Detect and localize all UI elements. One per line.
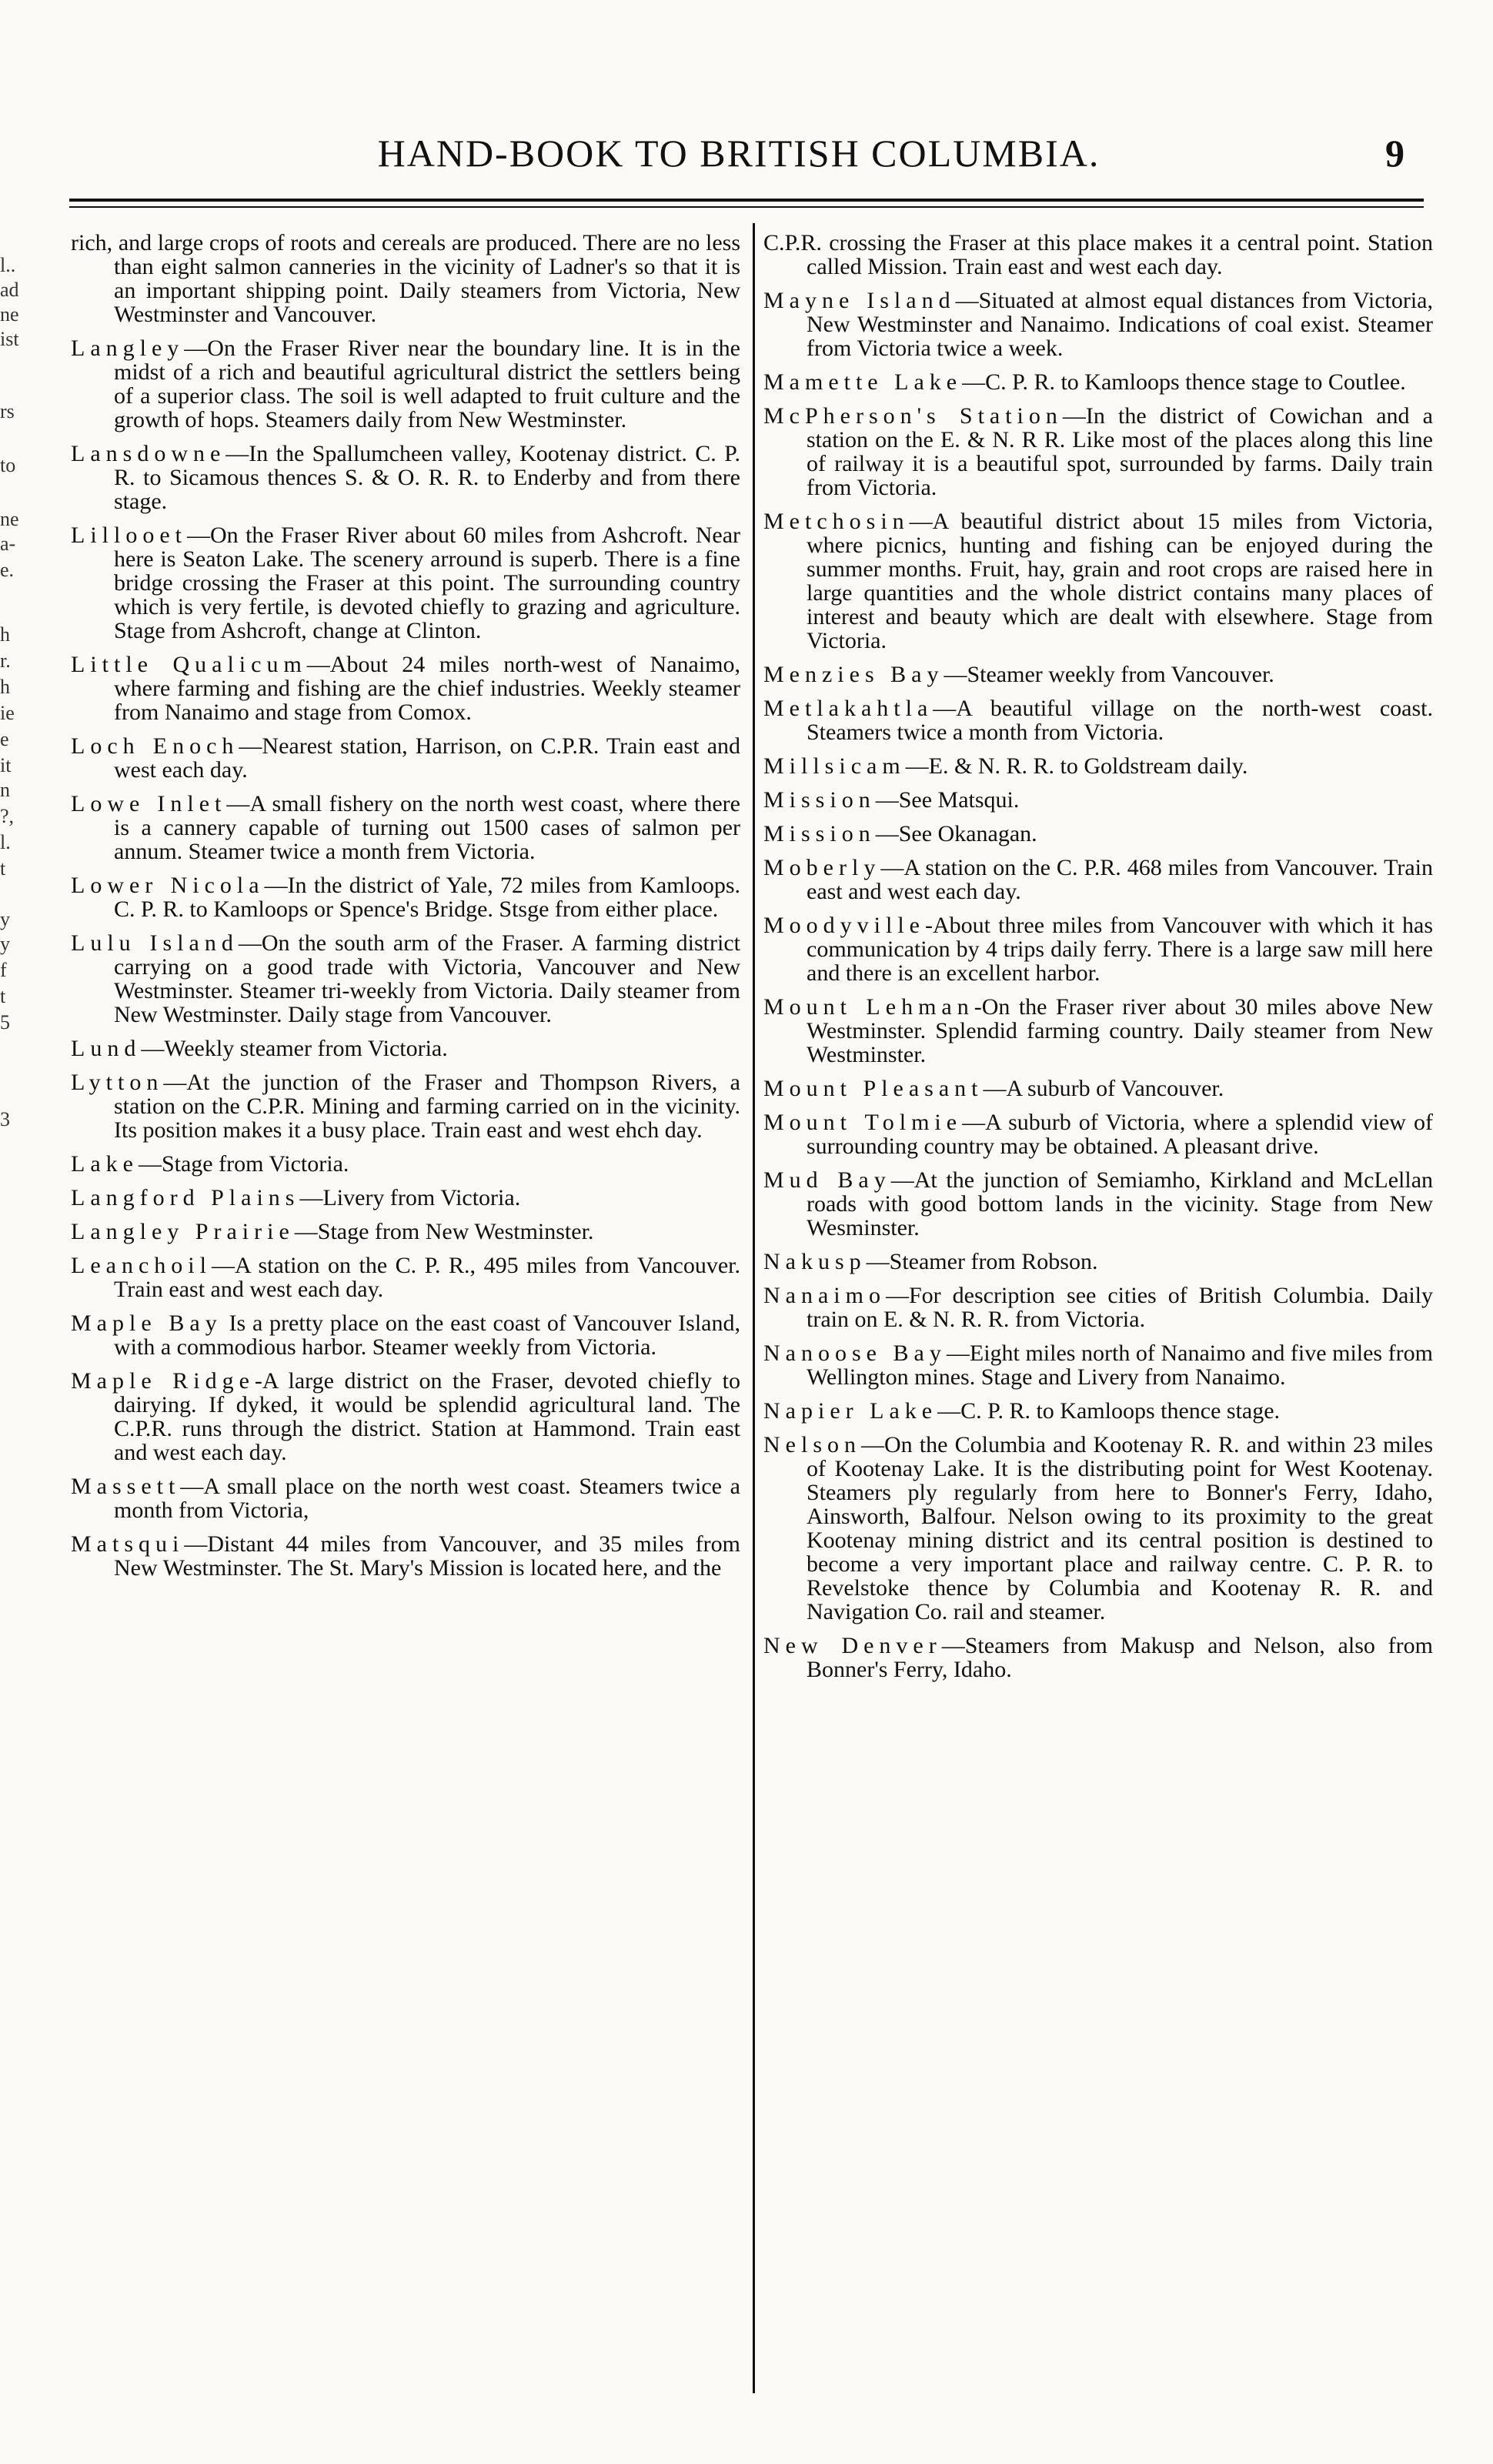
margin-fragment: ad — [0, 279, 19, 301]
margin-fragment: f — [0, 959, 7, 981]
gazetteer-entry — [763, 1250, 1433, 1274]
place-name: Maple Ridge — [71, 1368, 255, 1394]
gazetteer-entry — [71, 231, 740, 326]
margin-fragment: l.. — [0, 254, 16, 276]
place-name: Massett — [71, 1474, 181, 1499]
entry-text: —C. P. R. to Kamloops thence stage. — [937, 1398, 1281, 1424]
place-name: Mission — [763, 821, 876, 846]
place-name: Nanoose Bay — [763, 1341, 947, 1366]
place-name: Metlakahtla — [763, 696, 934, 721]
place-name: Mayne Island — [763, 288, 956, 313]
entry-text: —A beautiful district about 15 miles from Victoria, where picnics, hunting and fishing can be enjoyed during the summer months. Fruit, hay, grain and root crops are raised here in large quantities and the whole district contains many places of interest and beauty which are dealt with elsewhere. Stage from Victoria. — [807, 509, 1433, 653]
entry-text: —Nearest station, Harrison, on C.P.R. Train east and west each day. — [114, 733, 741, 783]
entry-text: —Weekly steamer from Victoria. — [141, 1036, 448, 1061]
entry-text: —A suburb of Victoria, where a splendid view of surrounding country may be obtained. A pleasant drive. — [807, 1110, 1433, 1159]
gazetteer-entry — [763, 1341, 1433, 1389]
gazetteer-entry — [71, 1220, 740, 1244]
entry-text: —On the Fraser River about 60 miles from Ashcroft. Near here is Seaton Lake. The scenery arround is superb. There is a fine bridge crossing the Fraser at this point. The surrounding country which is very fertile, is devoted chiefly to grazing and agriculture. Stage from Ashcroft, change at Clinton. — [114, 523, 740, 643]
margin-fragment: h — [0, 676, 10, 698]
gazetteer-entry — [763, 289, 1433, 360]
place-name: Nakusp — [763, 1249, 867, 1274]
margin-fragment: t — [0, 857, 6, 880]
entry-text: -A large district on the Fraser, devoted chiefly to dairying. If dyked, it would be splendid agricultural land. The C.P.R. runs through the district. Station at Hammond. Train east and west each day. — [114, 1368, 740, 1465]
gazetteer-entry — [71, 1311, 740, 1359]
place-name: McPherson's Station — [763, 403, 1063, 429]
page-number: 9 — [1385, 132, 1404, 175]
entry-text: -About three miles from Vancouver with which it has communication by 4 trips daily ferry. There is a large saw mill here and there is an excellent harbor. — [807, 913, 1433, 986]
gazetteer-entry — [763, 754, 1433, 778]
gazetteer-entry — [71, 653, 740, 724]
entry-text: —Stage from Victoria. — [138, 1151, 349, 1177]
gazetteer-entry — [71, 1152, 740, 1176]
place-name: Maple Bay — [71, 1310, 222, 1336]
entry-text: —Livery from Victoria. — [299, 1185, 521, 1210]
gazetteer-entry — [763, 1284, 1433, 1331]
place-name: Lytton — [71, 1070, 164, 1095]
gazetteer-entry — [71, 1254, 740, 1301]
entry-text: —See Okanagan. — [875, 821, 1037, 846]
margin-fragment: ?, — [0, 805, 15, 827]
place-name: Loch Enoch — [71, 733, 239, 759]
margin-fragment: ne — [0, 508, 19, 530]
place-name: Napier Lake — [763, 1398, 938, 1424]
entry-text: —A beautiful village on the north-west coast. Steamers twice a month from Victoria. — [807, 696, 1433, 745]
entry-text: —On the south arm of the Fraser. A farming district carrying on a good trade with Victoria, Vancouver and New Westminster. Steamer tri-weekly from Victoria. Daily steamer from New Westminster. Daily stage from Vancouver. — [114, 930, 740, 1027]
place-name: Moberly — [763, 855, 881, 880]
entry-text: —For description see cities of British Columbia. Daily train on E. & N. R. R. from Victoria. — [807, 1283, 1433, 1332]
gazetteer-entry — [763, 231, 1433, 279]
entry-text: —In the Spallumcheen valley, Kootenay district. C. P. R. to Sicamous thences S. & O. R. R. to Enderby and from there stage. — [114, 441, 740, 514]
margin-fragment: y — [0, 933, 10, 955]
gazetteer-entry — [71, 792, 740, 863]
margin-fragment: 5 — [0, 1011, 10, 1033]
entry-text: —Steamers from Makusp and Nelson, also from Bonner's Ferry, Idaho. — [807, 1633, 1433, 1682]
entry-text: —A station on the C. P. R., 495 miles from Vancouver. Train east and west each day. — [114, 1253, 740, 1302]
margin-fragment: it — [0, 754, 12, 776]
page-header — [0, 131, 1493, 185]
place-name: Nanaimo — [763, 1283, 886, 1308]
margin-fragment: a- — [0, 533, 16, 555]
entry-text: —See Matsqui. — [875, 787, 1020, 813]
margin-fragment: ne — [0, 303, 19, 326]
gazetteer-entry — [763, 1077, 1433, 1100]
place-name: Mission — [763, 787, 876, 813]
entry-text: —Situated at almost equal distances from Victoria, New Westminster and Nanaimo. Indications of coal exist. Steamer from Victoria twice a week. — [807, 288, 1433, 361]
gazetteer-entry — [763, 856, 1433, 903]
place-name: Lulu Island — [71, 930, 239, 956]
margin-fragment: n — [0, 779, 10, 801]
margin-fragment: ist — [0, 328, 19, 350]
gazetteer-entry — [71, 442, 740, 513]
entry-text: —E. & N. R. R. to Goldstream daily. — [905, 753, 1248, 779]
gazetteer-entry — [71, 734, 740, 782]
place-name: Lowe Inlet — [71, 791, 227, 816]
entry-text: Is a pretty place on the east coast of Vancouver Island, with a commodious harbor. Steamer weekly from Victoria. — [114, 1310, 740, 1360]
gazetteer-entry — [71, 523, 740, 643]
gazetteer-entry — [763, 1433, 1433, 1624]
place-name: Moodyville — [763, 913, 925, 938]
gazetteer-entry — [71, 931, 740, 1027]
margin-fragment: r. — [0, 649, 11, 672]
entry-text: —Steamer weekly from Vancouver. — [944, 662, 1274, 687]
place-name: Langley Prairie — [71, 1219, 295, 1244]
margin-fragment: e. — [0, 559, 15, 581]
margin-fragment: t — [0, 985, 6, 1007]
gazetteer-entry — [71, 1186, 740, 1210]
place-name: Mud Bay — [763, 1167, 891, 1193]
gazetteer-entry — [71, 1474, 740, 1522]
gazetteer-entry — [763, 370, 1433, 394]
column-divider — [753, 223, 755, 2393]
gazetteer-entry — [71, 1532, 740, 1580]
place-name: New Denver — [763, 1633, 942, 1658]
entry-text: —A small fishery on the north west coast, where there is a cannery capable of turning out 1500 cases of salmon per annum. Steamer twice a month frem Victoria. — [114, 791, 740, 864]
header-rule-thick — [69, 199, 1424, 202]
place-name: Menzies Bay — [763, 662, 944, 687]
place-name: Mount Lehman — [763, 994, 974, 1020]
place-name: Langford Plains — [71, 1185, 300, 1210]
entry-text: —Eight miles north of Nanaimo and five miles from Wellington mines. Stage and Livery from Nanaimo. — [807, 1341, 1433, 1390]
entry-text: —C. P. R. to Kamloops thence stage to Coutlee. — [962, 369, 1406, 395]
place-name: Lake — [71, 1151, 139, 1177]
left-column — [71, 231, 740, 1590]
gazetteer-entry — [763, 913, 1433, 985]
place-name: Millsicam — [763, 753, 906, 779]
place-name: Mamette Lake — [763, 369, 963, 395]
place-name: Little Qualicum — [71, 652, 307, 677]
entry-text: -On the Fraser river about 30 miles above New Westminster. Splendid farming country. Daily steamer from New Westminster. — [807, 994, 1433, 1067]
right-column — [763, 231, 1433, 1691]
entry-text: —Stage from New Westminster. — [294, 1219, 594, 1244]
entry-text: —At the junction of Semiamho, Kirkland and McLellan roads with good bottom lands in the vicinity. Stage from New Wesminster. — [807, 1167, 1434, 1240]
gazetteer-entry — [71, 1037, 740, 1060]
entry-text: —A suburb of Vancouver. — [983, 1076, 1224, 1101]
entry-text: —In the district of Cowichan and a station on the E. & N. R R. Like most of the places along this line of railway it is a beautiful spot, surrounded by farms. Daily train from Victoria. — [807, 403, 1433, 500]
gazetteer-entry — [763, 1634, 1433, 1681]
entry-text: —About 24 miles north-west of Nanaimo, where farming and fishing are the chief industries. Weekly steamer from Nanaimo and stage from Comox. — [114, 652, 740, 725]
margin-fragment: l. — [0, 831, 11, 853]
entry-text: —Steamer from Robson. — [866, 1249, 1098, 1274]
gazetteer-entry — [763, 663, 1433, 686]
entry-text: —On the Columbia and Kootenay R. R. and within 23 miles of Kootenay Lake. It is the distributing point for West Kootenay. Steamers ply regularly from here to Bonner's Ferry, Idaho, Ainsworth, Balfour. Nelson owing to its proximity to the great Kootenay mining district and its central position is destined to become a very important place and railway centre. C. P. R. to Revelstoke thence by Columbia and Kootenay R. R. and Navigation Co. rail and steamer. — [807, 1432, 1433, 1624]
gazetteer-entry — [763, 509, 1433, 653]
gazetteer-entry — [71, 1369, 740, 1464]
header-rule-thin — [69, 206, 1424, 208]
gazetteer-entry — [763, 995, 1433, 1067]
place-name: Lansdowne — [71, 441, 226, 466]
entry-text: C.P.R. crossing the Fraser at this place makes it a central point. Station called Mission. Train east and west each day. — [763, 230, 1433, 279]
entry-text: —Distant 44 miles from Vancouver, and 35 miles from New Westminster. The St. Mary's Mission is located here, and the — [114, 1531, 740, 1581]
margin-fragment: rs — [0, 400, 15, 422]
gazetteer-entry — [763, 1399, 1433, 1423]
gazetteer-entry — [763, 822, 1433, 846]
margin-fragment: to — [0, 454, 16, 476]
place-name: Metchosin — [763, 509, 910, 534]
place-name: Langley — [71, 336, 185, 361]
entry-text: rich, and large crops of roots and cereals are produced. There are no less than eight salmon canneries in the vicinity of Ladner's so that it is an important shipping point. Daily steamers from Victoria, New Westminster and Vancouver. — [71, 230, 740, 327]
place-name: Mount Pleasant — [763, 1076, 984, 1101]
place-name: Nelson — [763, 1432, 861, 1457]
place-name: Matsqui — [71, 1531, 185, 1557]
gazetteer-entry — [763, 696, 1433, 744]
margin-fragment: 3 — [0, 1108, 10, 1130]
entry-text: —In the district of Yale, 72 miles from Kamloops. C. P. R. to Kamloops or Spence's Bridge. Stsge from either place. — [114, 873, 740, 922]
place-name: Mount Tolmie — [763, 1110, 963, 1135]
gazetteer-entry — [71, 1070, 740, 1142]
entry-text: —A small place on the north west coast. Steamers twice a month from Victoria, — [114, 1474, 740, 1523]
running-title: HAND-BOOK TO BRITISH COLUMBIA. — [377, 132, 1101, 175]
entry-text: —On the Fraser River near the boundary line. It is in the midst of a rich and beautiful agricultural district the settlers being of a superior class. The soil is well adapted to fruit culture and the growth of hops. Steamers daily from New Westminster. — [114, 336, 740, 432]
gazetteer-entry — [763, 788, 1433, 812]
gazetteer-entry — [763, 404, 1433, 499]
gazetteer-entry — [71, 336, 740, 432]
place-name: Lower Nicola — [71, 873, 265, 898]
entry-text: —At the junction of the Fraser and Thompson Rivers, a station on the C.P.R. Mining and farming carried on in the vicinity. Its position makes it a busy place. Train east and west ehch day. — [114, 1070, 740, 1143]
place-name: Lillooet — [71, 523, 187, 548]
gazetteer-entry — [763, 1110, 1433, 1158]
margin-fragment: y — [0, 908, 10, 930]
gazetteer-entry — [71, 873, 740, 921]
place-name: Leanchoil — [71, 1253, 212, 1278]
margin-fragment: ie — [0, 702, 15, 724]
gazetteer-entry — [763, 1168, 1433, 1240]
place-name: Lund — [71, 1036, 142, 1061]
margin-fragment: e — [0, 728, 9, 750]
entry-text: —A station on the C. P.R. 468 miles from Vancouver. Train east and west each day. — [807, 855, 1433, 904]
margin-fragment: h — [0, 623, 10, 646]
